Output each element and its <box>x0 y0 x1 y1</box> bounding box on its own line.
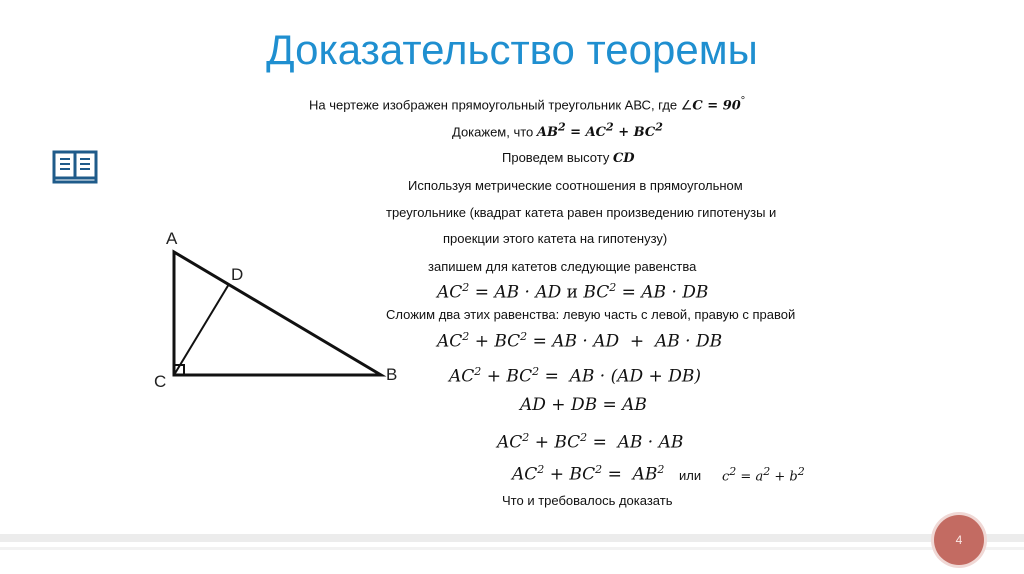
footer-line <box>0 547 1024 550</box>
page-number-badge: 4 <box>934 515 984 565</box>
text-projection: проекции этого катета на гипотенузу) <box>443 231 668 246</box>
vertex-label-b: B <box>386 365 398 384</box>
text-add-equalities: Сложим два этих равенства: левую часть с левой, правую с правой <box>386 307 796 322</box>
claim-formula: $AB^2 = AC^2 + BC^2$ <box>536 121 663 141</box>
formula-factor: $AC^2 + BC^2$ = AB · (AD + DB) <box>449 365 701 387</box>
claim-line: Докажем, что $AB^2 = AC^2 + BC^2$ <box>452 121 663 141</box>
text-or: или <box>679 468 702 483</box>
book-icon <box>52 148 98 184</box>
vertex-label-a: A <box>166 229 178 248</box>
formula-sum: $AC^2 + BC^2$ = AB · AD + AB · DB <box>437 330 723 352</box>
slide-title: Доказательство теоремы <box>266 26 758 73</box>
triangle-abc <box>174 252 381 375</box>
altitude-line: Проведем высоту CD <box>502 150 635 166</box>
text-metric-relations: Используя метрические соотношения в прямоугольном <box>408 178 743 193</box>
vertex-label-d: D <box>231 265 244 284</box>
formula-ab-ab: $AC^2 + BC^2$ = AB · AB <box>497 431 684 453</box>
formula-pythagoras: $c^2 = a^2 + b^2$ <box>722 465 805 485</box>
formula-result: $AC^2 + BC^2 = AB^2$ <box>512 463 665 485</box>
statement-line: На чертеже изображен прямоугольный треугольник АВС, где ∠C = 90° <box>309 95 746 114</box>
text-write-equalities: запишем для катетов следующие равенства <box>428 259 697 274</box>
text-leg-rule: треугольнике (квадрат катета равен произведению гипотенузы и <box>386 205 777 220</box>
triangle-figure <box>145 222 415 402</box>
footer-bar <box>0 534 1024 542</box>
formula-leg-equalities: $AC^2$ = AB · AD и $BC^2$ = AB · DB <box>437 281 709 303</box>
vertex-label-c: C <box>154 372 167 391</box>
formula-ad-db: AD + DB = AB <box>520 395 647 415</box>
text-qed: Что и требовалось доказать <box>502 493 673 508</box>
altitude-cd <box>174 284 229 375</box>
